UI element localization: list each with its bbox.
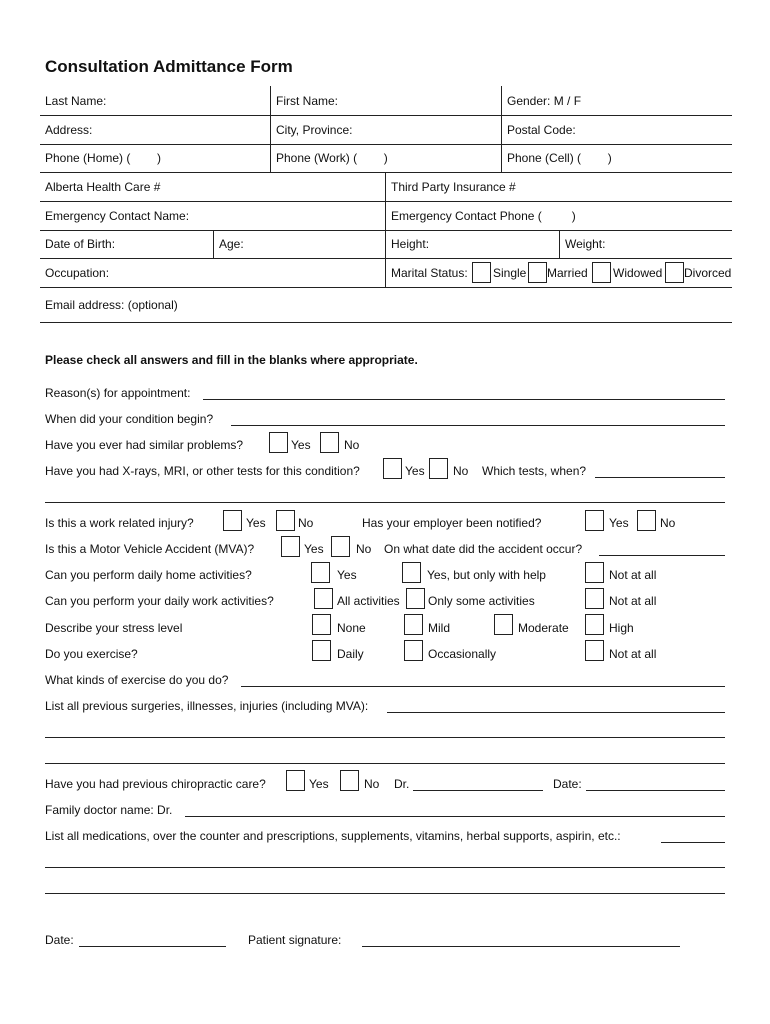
chiro-yes-checkbox[interactable] (286, 770, 305, 791)
marital-widowed-label: Widowed (613, 266, 663, 280)
mva-yes-checkbox[interactable] (281, 536, 300, 557)
weight-field[interactable]: Weight: (565, 237, 606, 251)
employer-yes-checkbox[interactable] (585, 510, 604, 531)
footer-date-blank[interactable] (79, 946, 226, 947)
employer-no-checkbox[interactable] (637, 510, 656, 531)
occupation-field[interactable]: Occupation: (45, 266, 110, 280)
xrays-no-label: No (453, 464, 469, 478)
surgeries-blank-line3[interactable] (45, 763, 725, 764)
similar-yes-label: Yes (291, 438, 311, 452)
similar-no-checkbox[interactable] (320, 432, 339, 453)
chiro-date-label: Date: (553, 777, 582, 791)
chiro-date-blank[interactable] (586, 790, 725, 791)
stress-moderate-label: Moderate (518, 621, 569, 635)
emergency-contact-phone-field[interactable]: Emergency Contact Phone ( ) (391, 209, 576, 223)
signature-blank[interactable] (362, 946, 680, 947)
health-care-field[interactable]: Alberta Health Care # (45, 180, 161, 194)
phone-home-field[interactable]: Phone (Home) ( ) (45, 151, 162, 165)
reasons-blank[interactable] (203, 399, 725, 400)
exercise-occasionally-checkbox[interactable] (404, 640, 423, 661)
work-injury-label: Is this a work related injury? (45, 516, 194, 530)
stress-moderate-checkbox[interactable] (494, 614, 513, 635)
home-yes-help-checkbox[interactable] (402, 562, 421, 583)
exercise-daily-label: Daily (337, 647, 364, 661)
marital-married-checkbox[interactable] (528, 262, 547, 283)
table-divider (40, 172, 732, 173)
accident-date-blank[interactable] (599, 555, 725, 556)
age-field[interactable]: Age: (219, 237, 244, 251)
marital-single-label: Single (493, 266, 527, 280)
work-injury-no-checkbox[interactable] (276, 510, 295, 531)
table-column-line (213, 230, 214, 258)
daily-work-label: Can you perform your daily work activities? (45, 594, 274, 608)
emergency-contact-name-field[interactable]: Emergency Contact Name: (45, 209, 190, 223)
marital-status-label: Marital Status: (391, 266, 468, 280)
family-doctor-blank[interactable] (185, 816, 725, 817)
chiro-no-checkbox[interactable] (340, 770, 359, 791)
city-province-field[interactable]: City, Province: (276, 123, 353, 137)
stress-high-checkbox[interactable] (585, 614, 604, 635)
employer-notified-label: Has your employer been notified? (362, 516, 542, 530)
form-title: Consultation Admittance Form (45, 57, 293, 76)
home-yes-help-label: Yes, but only with help (427, 568, 546, 582)
first-name-field[interactable]: First Name: (276, 94, 339, 108)
table-divider (40, 322, 732, 323)
employer-no-label: No (660, 516, 676, 530)
reasons-label: Reason(s) for appointment: (45, 386, 191, 400)
chiro-dr-label: Dr. (394, 777, 410, 791)
home-not-at-all-checkbox[interactable] (585, 562, 604, 583)
home-yes-checkbox[interactable] (311, 562, 330, 583)
xrays-label: Have you had X-rays, MRI, or other tests for this condition? (45, 464, 360, 478)
signature-label: Patient signature: (248, 933, 342, 947)
third-party-insurance-field[interactable]: Third Party Insurance # (391, 180, 516, 194)
employer-yes-label: Yes (609, 516, 629, 530)
which-tests-label: Which tests, when? (482, 464, 587, 478)
stress-high-label: High (609, 621, 634, 635)
which-tests-blank[interactable] (595, 477, 725, 478)
table-divider (40, 230, 732, 231)
marital-single-checkbox[interactable] (472, 262, 491, 283)
surgeries-blank-line2[interactable] (45, 737, 725, 738)
exercise-not-at-all-label: Not at all (609, 647, 657, 661)
medications-blank-line3[interactable] (45, 893, 725, 894)
stress-mild-checkbox[interactable] (404, 614, 423, 635)
which-tests-blank-line2[interactable] (45, 502, 725, 503)
footer-date-label: Date: (45, 933, 74, 947)
stress-mild-label: Mild (428, 621, 451, 635)
phone-work-field[interactable]: Phone (Work) ( ) (276, 151, 388, 165)
condition-begin-label: When did your condition begin? (45, 412, 214, 426)
phone-cell-field[interactable]: Phone (Cell) ( ) (507, 151, 612, 165)
work-some-label: Only some activities (428, 594, 535, 608)
table-column-line (559, 230, 560, 258)
medications-blank[interactable] (661, 842, 725, 843)
work-all-checkbox[interactable] (314, 588, 333, 609)
mva-no-checkbox[interactable] (331, 536, 350, 557)
daily-home-label: Can you perform daily home activities? (45, 568, 252, 582)
family-doctor-label: Family doctor name: Dr. (45, 803, 173, 817)
medications-blank-line2[interactable] (45, 867, 725, 868)
height-field[interactable]: Height: (391, 237, 430, 251)
marital-married-label: Married (547, 266, 588, 280)
chiro-care-label: Have you had previous chiropractic care? (45, 777, 266, 791)
stress-label: Describe your stress level (45, 621, 183, 635)
table-divider (40, 115, 732, 116)
table-divider (40, 201, 732, 202)
exercise-daily-checkbox[interactable] (312, 640, 331, 661)
chiro-no-label: No (364, 777, 380, 791)
surgeries-label: List all previous surgeries, illnesses, injuries (including MVA): (45, 699, 369, 713)
gender-field[interactable]: Gender: M / F (507, 94, 582, 108)
exercise-kinds-blank[interactable] (241, 686, 725, 687)
work-injury-yes-checkbox[interactable] (223, 510, 242, 531)
table-divider (40, 287, 732, 288)
xrays-yes-label: Yes (405, 464, 425, 478)
table-divider (40, 258, 732, 259)
table-divider (40, 144, 732, 145)
email-field[interactable]: Email address: (optional) (45, 298, 178, 312)
address-field[interactable]: Address: (45, 123, 93, 137)
marital-widowed-checkbox[interactable] (592, 262, 611, 283)
xrays-yes-checkbox[interactable] (383, 458, 402, 479)
surgeries-blank[interactable] (387, 712, 725, 713)
postal-code-field[interactable]: Postal Code: (507, 123, 576, 137)
instructions-heading: Please check all answers and fill in the blanks where appropriate. (45, 353, 418, 367)
similar-yes-checkbox[interactable] (269, 432, 288, 453)
exercise-occasionally-label: Occasionally (428, 647, 497, 661)
chiro-dr-blank[interactable] (413, 790, 543, 791)
similar-problems-label: Have you ever had similar problems? (45, 438, 244, 452)
last-name-field[interactable]: Last Name: (45, 94, 107, 108)
stress-none-checkbox[interactable] (312, 614, 331, 635)
home-not-at-all-label: Not at all (609, 568, 657, 582)
exercise-label: Do you exercise? (45, 647, 138, 661)
exercise-kinds-label: What kinds of exercise do you do? (45, 673, 229, 687)
table-column-line (501, 86, 502, 172)
work-injury-yes-label: Yes (246, 516, 266, 530)
work-some-checkbox[interactable] (406, 588, 425, 609)
mva-label: Is this a Motor Vehicle Accident (MVA)? (45, 542, 255, 556)
exercise-not-at-all-checkbox[interactable] (585, 640, 604, 661)
accident-date-label: On what date did the accident occur? (384, 542, 583, 556)
mva-no-label: No (356, 542, 372, 556)
similar-no-label: No (344, 438, 360, 452)
stress-none-label: None (337, 621, 366, 635)
work-not-at-all-label: Not at all (609, 594, 657, 608)
home-yes-label: Yes (337, 568, 357, 582)
work-injury-no-label: No (298, 516, 314, 530)
condition-begin-blank[interactable] (231, 425, 725, 426)
marital-divorced-label: Divorced (684, 266, 732, 280)
date-of-birth-field[interactable]: Date of Birth: (45, 237, 116, 251)
marital-divorced-checkbox[interactable] (665, 262, 684, 283)
table-column-line (385, 172, 386, 287)
chiro-yes-label: Yes (309, 777, 329, 791)
work-not-at-all-checkbox[interactable] (585, 588, 604, 609)
work-all-label: All activities (337, 594, 400, 608)
table-column-line (270, 86, 271, 172)
mva-yes-label: Yes (304, 542, 324, 556)
medications-label: List all medications, over the counter and prescriptions, supplements, vitamins, herbal supports, aspirin, etc.: (45, 829, 621, 843)
xrays-no-checkbox[interactable] (429, 458, 448, 479)
